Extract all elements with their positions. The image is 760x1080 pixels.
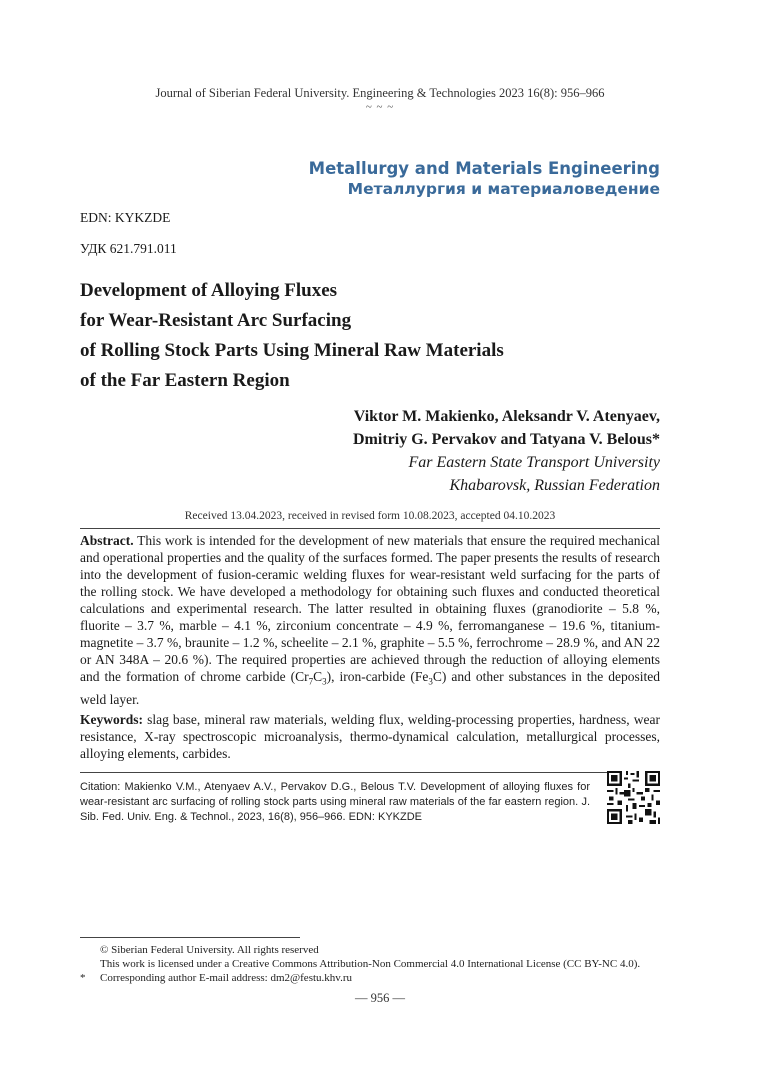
edn-label: EDN: KYKZDE [80, 210, 171, 225]
keywords-label: Keywords: [80, 712, 143, 727]
title-line: Development of Alloying Fluxes [80, 280, 338, 301]
received-dates: Received 13.04.2023, received in revised form 10.08.2023, accepted 04.10.2023 [184, 510, 556, 522]
subscript: 3 [428, 676, 433, 687]
section-title-en: Metallurgy and Materials Engineering [308, 159, 660, 178]
subscript: 7 [308, 676, 314, 687]
abstract-text: C) and other substances in the deposited weld layer. [80, 669, 660, 707]
copyright-text: © Siberian Federal University. All rights reserved [100, 944, 319, 956]
article-title [80, 276, 640, 396]
author-block [353, 405, 660, 497]
keywords-text: slag base, mineral raw materials, welding flux, welding-processing properties, hardness, wear resistance, X-ray spectroscopic microanalysis, thermo-dynamical calculation, metallurgical processes, alloying elements, carbides. [80, 712, 660, 761]
license-note [80, 957, 640, 971]
title-line: for Wear-Resistant Arc Surfacing [80, 310, 352, 331]
divider [80, 772, 660, 773]
title-line: of the Far Eastern Region [80, 370, 290, 391]
author-names-line: Viktor M. Makienko, Aleksandr V. Atenyaev, [353, 408, 660, 425]
title-line: of Rolling Stock Parts Using Mineral Raw Materials [80, 340, 504, 361]
affiliation-location: Khabarovsk, Russian Federation [449, 477, 660, 494]
abstract-text: C [313, 669, 323, 684]
footnote-divider [80, 937, 300, 938]
abstract-label: Abstract. [80, 533, 134, 548]
citation: Citation: Makienko V.M., Atenyaev A.V., Pervakov D.G., Belous T.V. Development of alloying fluxes for wear-resistant arc surfacing of rolling stock parts using mineral raw materials of the far eastern region. J. Sib. Fed. Univ. Eng. & Technol., 2023, 16(8), 956–966. EDN: KYKZDE [80, 781, 590, 823]
abstract-text: ), iron-carbide (Fe [326, 669, 429, 684]
corresponding-author-text: Corresponding author E-mail address: dm2@festu.khv.ru [100, 972, 352, 984]
udk-label: УДК 621.791.011 [80, 241, 177, 256]
footnote-marker: * [80, 972, 86, 984]
author-names-line: Dmitriy G. Pervakov and Tatyana V. Belous* [352, 431, 660, 448]
header-separator: ~ ~ ~ [365, 101, 395, 113]
page-number: ― 956 ― [355, 991, 405, 1005]
divider [80, 528, 660, 529]
keywords [80, 711, 660, 762]
journal-header: Journal of Siberian Federal University. Engineering & Technologies 2023 16(8): 956–966 [155, 86, 605, 100]
license-text: This work is licensed under a Creative Commons Attribution-Non Commercial 4.0 International License (CC BY-NC 4.0). [100, 958, 641, 970]
qr-code-icon[interactable] [607, 771, 660, 824]
copyright-note [80, 943, 319, 957]
abstract [80, 532, 660, 708]
affiliation: Far Eastern State Transport University [408, 454, 660, 471]
abstract-text: This work is intended for the development of new materials that ensure the required mechanical and operational properties and the quality of the surfaces formed. The paper presents the results of research into the development of fusion-ceramic welding fluxes for wear-resistant weld surfacing for the parts of the rolling stock. We have developed a methodology for obtaining such fluxes and conducted theoretical calculations and experimental research. The latter resulted in obtaining fluxes (granodiorite – 5.8 %, fluorite – 3.7 %, marble – 4.1 %, zirconium concentrate – 4.9 %, ferromanganese – 19.6 %, titanium-magnetite – 3.7 %, braunite – 1.2 %, scheelite – 2.1 %, graphite – 5.5 %, ferrochrome – 28.9 %, and AN 22 or AN 348A – 20.6 %). The required properties are achieved through the reduction of alloying elements and the formation of chrome carbide (Cr [80, 533, 660, 684]
corresponding-author-note [80, 971, 352, 985]
section-title-ru: Металлургия и материаловедение [347, 180, 660, 198]
subscript: 3 [322, 676, 327, 687]
